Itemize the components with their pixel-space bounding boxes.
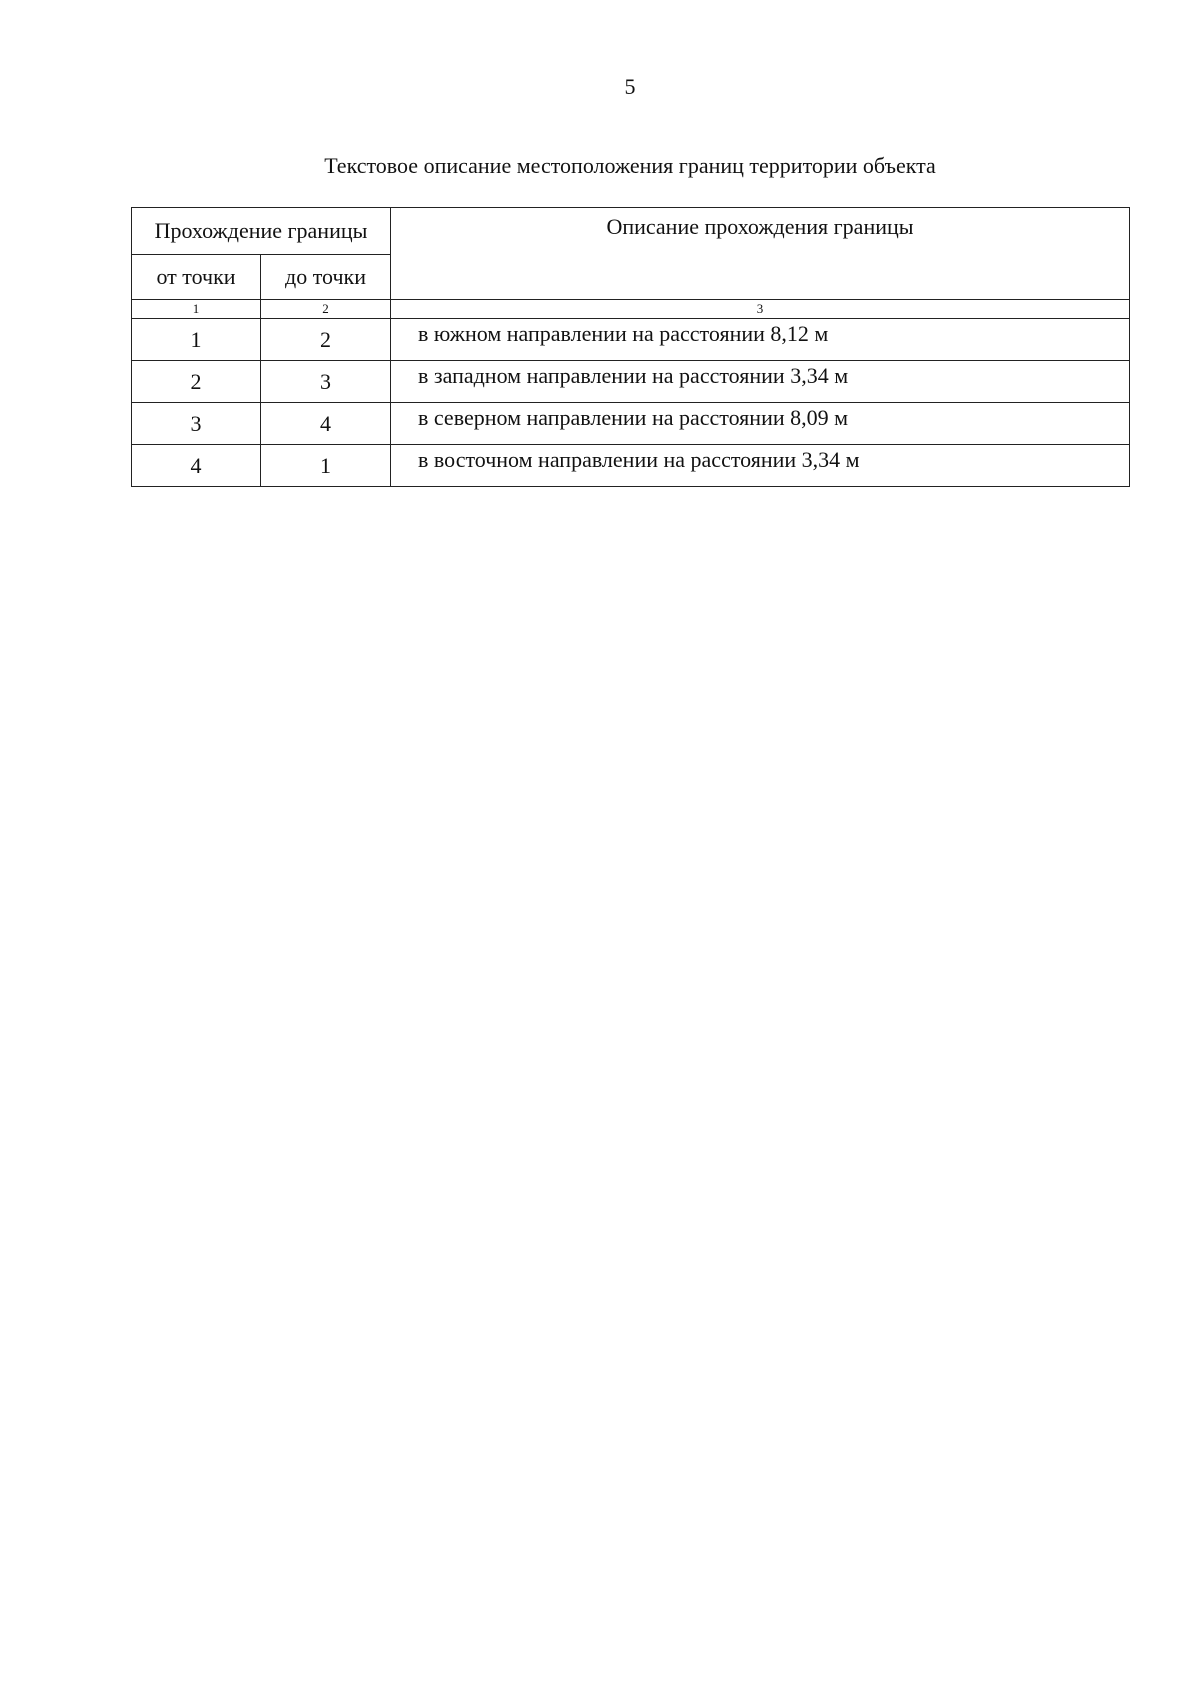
- table-row: [132, 361, 1130, 403]
- to-point-cell: 4: [261, 403, 391, 445]
- table-row: [132, 319, 1130, 361]
- header-from-point: от точки: [132, 255, 261, 300]
- column-number: 1: [132, 300, 261, 319]
- table-row: [132, 445, 1130, 487]
- to-point-cell: 1: [261, 445, 391, 487]
- from-point-cell: 4: [132, 445, 261, 487]
- page-number: 5: [624, 74, 636, 99]
- description-cell: в южном направлении на расстоянии 8,12 м: [391, 319, 1130, 361]
- header-boundary-passage: Прохождение границы: [132, 208, 391, 255]
- description-cell: в восточном направлении на расстоянии 3,34 м: [391, 445, 1130, 487]
- from-point-cell: 1: [132, 319, 261, 361]
- column-number: 3: [391, 300, 1130, 319]
- from-point-cell: 3: [132, 403, 261, 445]
- description-cell: в западном направлении на расстоянии 3,34 м: [391, 361, 1130, 403]
- column-number-row: [132, 300, 1130, 319]
- boundary-table: [131, 207, 1130, 487]
- to-point-cell: 2: [261, 319, 391, 361]
- from-point-cell: 2: [132, 361, 261, 403]
- header-description: Описание прохождения границы: [391, 208, 1130, 300]
- description-cell: в северном направлении на расстоянии 8,09 м: [391, 403, 1130, 445]
- table-header-row: [132, 208, 1130, 255]
- column-number: 2: [261, 300, 391, 319]
- to-point-cell: 3: [261, 361, 391, 403]
- document-title: Текстовое описание местоположения границ территории объекта: [324, 153, 936, 178]
- header-to-point: до точки: [261, 255, 391, 300]
- table-row: [132, 403, 1130, 445]
